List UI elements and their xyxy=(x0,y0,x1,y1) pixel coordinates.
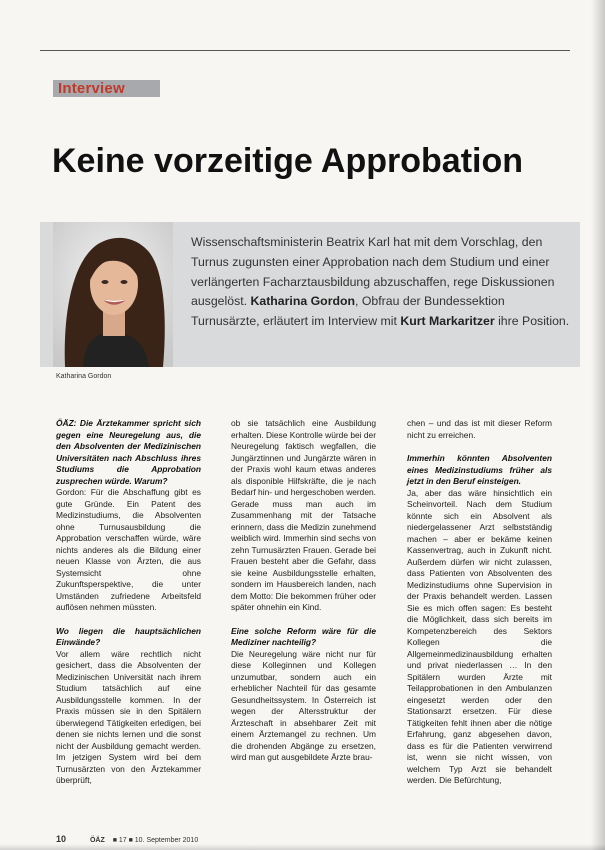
section-label xyxy=(53,80,160,97)
lead-text-3: ihre Position. xyxy=(498,314,570,329)
magazine-name: ÖÄZ xyxy=(89,837,105,844)
lead-text-2: , Obfrau der Bundessektion Turnusärzte, erläutert im Interview mit xyxy=(191,294,505,329)
text-column-3 xyxy=(407,418,552,787)
question: ÖÄZ: Die Ärztekammer spricht sich gegen eine Neuregelung aus, die den Absolventen der Medizinischen Universitäten nach Abschluss ihres Studiums die Approbation zusprechen würde. Warum? xyxy=(56,418,201,486)
section-label-text: Interview xyxy=(58,80,125,97)
answer: Ja, aber das wäre hinsichtlich ein Scheinvorteil. Nach dem Studium könnte sich ein Absolvent als niedergelassener Arzt selbstständig machen – aber er bekäme keinen Kassenvertrag, auch in Zukunft nicht. Außerdem dürfen wir nicht zulassen, dass Patienten von Absolventen des Medizinstudiums ohne Supervision in der Praxis behandelt werden. Lassen Sie es mich offen sagen: Es besteht die Möglichkeit, dass sich bereits im Kompetenzbereich des Sektors Kollegen die Allgemeinmedizinausbildung erhalten und privat niederlassen … In den Spitälern wurden Ärzte mit Teilapprobationen in den Ambulanzen eingesetzt werden oder den Stationsarzt ersetzen. Für diese Tätigkeiten fehlt ihnen aber die nötige Erfahrung, ganz abgesehen davon, dass es für die Patienten verwirrend ist, wenn sie nicht wissen, von welchem Typ Arzt sie behandelt werden. Die Befürchtung, xyxy=(407,487,552,785)
answer: Vor allem wäre rechtlich nicht gesichert, dass die Absolventen der Medizinischen Universität nach ihrem Studium tatsächlich auf eine Ausbildungsstelle kommen. In der Praxis müssen sie in den Spitälern überwiegend Tätigkeiten erledigen, bei denen sie nichts lernen und die sonst nicht der Ausbildung gemacht werden. Im jetzigen System wird bei dem Turnusärzten von den Ärztekammer überprüft, xyxy=(56,648,201,785)
answer: chen – und das ist mit dieser Reform nicht zu erreichen. xyxy=(407,418,552,440)
page-footer xyxy=(56,834,198,844)
question: Immerhin könnten Absolventen eines Medizinstudiums früher als jetzt in den Beruf einsteigen. xyxy=(407,453,552,486)
portrait-photo xyxy=(53,222,173,367)
headline: Keine vorzeitige Approbation xyxy=(52,142,524,180)
photo-caption: Katharina Gordon xyxy=(56,373,112,380)
answer: Gordon: Für die Abschaffung gibt es gute Gründe. Ein Patent des Medizinstudiums, die Absolventen ohne Turnusausbildung die Approbation verschaffen würde, wäre nichts anderes als die Bildung einer neuen Klasse von Ärzten, die aus Systemsicht ohne Zukunftsperspektive, die unter Umständen zufriedene Arbeitsfeld auflösen nehmen müssten. xyxy=(56,487,201,612)
issue-info: ■ 17 ■ 10. September 2010 xyxy=(112,837,199,844)
question: Wo liegen die hauptsächlichen Einwände? xyxy=(56,625,201,647)
text-column-1 xyxy=(56,418,201,787)
top-rule xyxy=(40,50,570,51)
page-number: 10 xyxy=(56,834,67,844)
page-bottom-shadow xyxy=(0,844,605,850)
lead-paragraph xyxy=(191,233,574,332)
lead-name-markaritzer: Kurt Markaritzer xyxy=(400,314,495,329)
answer: ob sie tatsächlich eine Ausbildung erhalten. Diese Kontrolle würde bei der Neuregelung faktisch wegfallen, die Jungärztinnen und Jungärzte wären in der Praxis wohl kaum etwas anderes als disponible Hilfskräfte, die je nach Bedarf hin- und hergeschoben werden. Gerade muss man auch im Zusammenhang mit der Tatsache erinnern, dass die Medizin zunehmend weiblich wird. Immerhin sind sechs von zehn Turnusärzten Frauen. Gerade bei Frauen besteht aber die Gefahr, dass sie keine Ausbildungsstelle erhalten, sondern im Hausbereich landen, nach dem Motto: Die bekommen früher oder später ohnehin ein Kind. xyxy=(231,418,376,612)
page-edge-shadow xyxy=(591,0,605,850)
portrait-illustration xyxy=(53,222,173,367)
question: Eine solche Reform wäre für die Mediziner nachteilig? xyxy=(231,625,376,647)
lead-name-gordon: Katharina Gordon xyxy=(250,294,356,309)
text-column-2 xyxy=(231,418,376,764)
lead-text-1: Wissenschaftsministerin Beatrix Karl hat mit dem Vorschlag, den Turnus zugunsten einer Approbation nach dem Studium und einer verlängerten Facharztausbildung abzuschaffen, rege Diskussionen ausgelöst. xyxy=(191,235,555,309)
answer: Die Neuregelung wäre nicht nur für diese Kolleginnen und Kollegen unzumutbar, sondern auch ein erheblicher Nachteil für das gesamte Gesundheitssystem. In Österreich ist wegen der Altersstruktur der Ärzteschaft in absehbarer Zeit mit einem Ärztemangel zu rechnen. Um die drohenden Abgänge zu ersetzen, wird man gut ausgebildete Ärzte brau- xyxy=(231,648,376,762)
